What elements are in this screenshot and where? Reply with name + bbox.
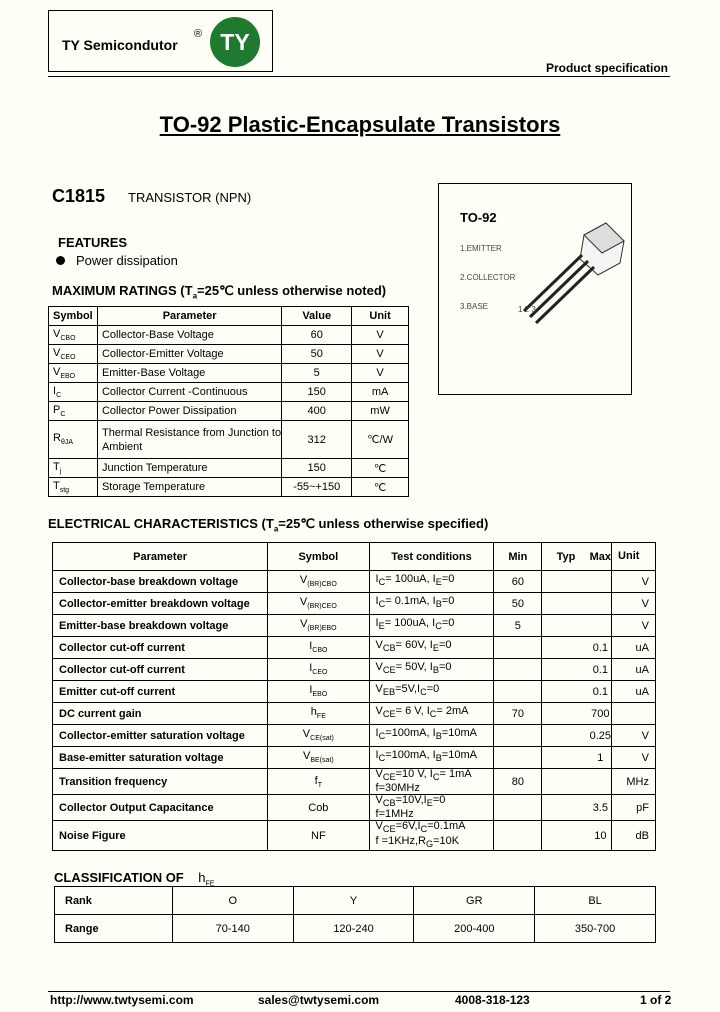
typ-cell <box>542 615 590 637</box>
table-row <box>49 421 409 459</box>
unit-cell: uA <box>612 659 656 681</box>
symbol-cell: $V_{(BR)EBO}$ <box>268 615 369 637</box>
symbol-cell: $V_{CE(sat)}$ <box>268 725 369 747</box>
unit-cell: V <box>352 345 409 364</box>
column-header: Unit <box>352 307 409 326</box>
min-cell <box>494 747 542 769</box>
min-cell <box>494 681 542 703</box>
unit-cell: V <box>612 747 656 769</box>
column-header: Symbol <box>268 543 369 571</box>
header-divider <box>48 76 670 77</box>
table-row <box>53 593 656 615</box>
table-row <box>53 615 656 637</box>
value-cell: 150 <box>282 383 352 402</box>
min-cell <box>494 637 542 659</box>
min-cell: 70 <box>494 703 542 725</box>
min-cell <box>494 821 542 850</box>
column-header: Max <box>590 543 612 571</box>
condition-cell: $V_{CE}= 50V$, $I_B=0$ <box>369 659 494 681</box>
parameter-cell: Collector cut-off current <box>53 637 268 659</box>
table-row <box>53 637 656 659</box>
range-cell: 70-140 <box>172 915 293 943</box>
condition-cell: $V_{CE}=10$ V, $I_C= 1mA$ f=30MHz <box>369 769 494 795</box>
unit-cell: uA <box>612 637 656 659</box>
pin-label: 2.COLLECTOR <box>460 273 516 282</box>
unit-cell: V <box>612 593 656 615</box>
table-header-row <box>53 543 656 571</box>
table-row <box>53 769 656 795</box>
unit-cell: MHz <box>612 769 656 795</box>
symbol-cell: $R_{\theta JA}$ <box>49 421 98 459</box>
max-ratings-table <box>48 306 409 497</box>
unit-cell <box>612 703 656 725</box>
package-name: TO-92 <box>460 210 497 225</box>
features-heading: FEATURES <box>58 235 128 250</box>
table-row <box>53 747 656 769</box>
symbol-cell: $V_{CBO}$ <box>49 326 98 345</box>
typ-cell <box>542 659 590 681</box>
parameter-cell: Junction Temperature <box>97 459 281 478</box>
table-row <box>53 571 656 593</box>
rank-row <box>55 887 656 915</box>
max-cell: 3.5 <box>590 795 612 821</box>
column-header: Parameter <box>97 307 281 326</box>
parameter-cell: Transition frequency <box>53 769 268 795</box>
classification-heading: CLASSIFICATION OF $h_{FE}$ <box>54 870 215 888</box>
table-row <box>53 725 656 747</box>
column-header: Min <box>494 543 542 571</box>
parameter-cell: Collector Output Capacitance <box>53 795 268 821</box>
value-cell: 400 <box>282 402 352 421</box>
rank-cell: O <box>172 887 293 915</box>
condition-cell: $V_{CE}=6V,I_C=0.1mA$ $f =1KHz,R_G=10K$ <box>369 821 494 850</box>
pin-label: 3.BASE <box>460 302 489 311</box>
min-cell <box>494 659 542 681</box>
parameter-cell: Collector-emitter breakdown voltage <box>53 593 268 615</box>
symbol-cell: $V_{EBO}$ <box>49 364 98 383</box>
typ-cell <box>542 637 590 659</box>
typ-cell <box>542 571 590 593</box>
max-ratings-heading: MAXIMUM RATINGS ($T_a=25℃$ unless otherwise noted) <box>52 283 387 301</box>
max-cell: 0.25 <box>590 725 612 747</box>
bullet-icon <box>56 256 65 265</box>
unit-cell: ℃ <box>352 478 409 497</box>
max-cell <box>590 593 612 615</box>
min-cell <box>494 795 542 821</box>
page-title: TO-92 Plastic-Encapsulate Transistors <box>159 112 561 137</box>
max-cell <box>590 769 612 795</box>
range-cell: 200-400 <box>414 915 535 943</box>
parameter-cell: Collector Power Dissipation <box>97 402 281 421</box>
condition-cell: $V_{CB}=10V,I_E=0$ f=1MHz <box>369 795 494 821</box>
condition-cell: $V_{EB}=5V,I_C=0$ <box>369 681 494 703</box>
column-header: Value <box>282 307 352 326</box>
parameter-cell: Emitter-Base Voltage <box>97 364 281 383</box>
parameter-cell: Collector-base breakdown voltage <box>53 571 268 593</box>
footer-divider <box>48 991 670 992</box>
parameter-cell: Storage Temperature <box>97 478 281 497</box>
rank-cell: Y <box>293 887 414 915</box>
table-row <box>49 383 409 402</box>
electrical-heading: ELECTRICAL CHARACTERISTICS ($T_a=25℃$ unless otherwise specified) <box>48 516 489 534</box>
max-cell: 10 <box>590 821 612 850</box>
product-specification-label: Product specification <box>545 61 668 75</box>
max-cell: 700 <box>590 703 612 725</box>
max-cell <box>590 571 612 593</box>
range-cell: 120-240 <box>293 915 414 943</box>
table-row <box>53 795 656 821</box>
parameter-cell: Thermal Resistance from Junction to Ambient <box>97 421 281 459</box>
table-row <box>49 459 409 478</box>
symbol-cell: $h_{FE}$ <box>268 703 369 725</box>
min-cell: 80 <box>494 769 542 795</box>
condition-cell: $I_C= 0.1mA$, $I_B=0$ <box>369 593 494 615</box>
column-header: Parameter <box>53 543 268 571</box>
unit-cell: dB <box>612 821 656 850</box>
column-header: Symbol <box>49 307 98 326</box>
range-cell: 350-700 <box>535 915 656 943</box>
symbol-cell: NF <box>268 821 369 850</box>
table-row <box>49 326 409 345</box>
rank-cell: GR <box>414 887 535 915</box>
symbol-cell: $I_{CBO}$ <box>268 637 369 659</box>
table-row <box>49 478 409 497</box>
unit-cell: ℃ <box>352 459 409 478</box>
unit-cell: mA <box>352 383 409 402</box>
value-cell: 60 <box>282 326 352 345</box>
typ-cell <box>542 795 590 821</box>
typ-cell <box>542 747 590 769</box>
pin-label: 1.EMITTER <box>460 244 502 253</box>
part-number: C1815 <box>52 186 106 206</box>
symbol-cell: $P_C$ <box>49 402 98 421</box>
symbol-cell: $V_{CEO}$ <box>49 345 98 364</box>
symbol-cell: $I_{EBO}$ <box>268 681 369 703</box>
registered-mark: ® <box>194 28 203 40</box>
symbol-cell: Cob <box>268 795 369 821</box>
max-cell: 0.1 <box>590 659 612 681</box>
rank-label: Rank <box>55 887 173 915</box>
typ-cell <box>542 725 590 747</box>
max-cell: 0.1 <box>590 637 612 659</box>
symbol-cell: $T_{stg}$ <box>49 478 98 497</box>
unit-cell: uA <box>612 681 656 703</box>
table-row <box>49 402 409 421</box>
typ-cell <box>542 593 590 615</box>
table-header-row <box>49 307 409 326</box>
value-cell: 312 <box>282 421 352 459</box>
condition-cell: $V_{CE}= 6$ V, $I_C= 2mA$ <box>369 703 494 725</box>
parameter-cell: Emitter-base breakdown voltage <box>53 615 268 637</box>
condition-cell: $I_C=100mA$, $I_B=10mA$ <box>369 747 494 769</box>
brand-name: TY Semicondutor <box>62 37 178 53</box>
column-header: Typ <box>542 543 590 571</box>
table-row <box>53 681 656 703</box>
footer-url[interactable]: http://www.twtysemi.com <box>50 993 194 1007</box>
table-row <box>49 364 409 383</box>
brand-logo: TY <box>210 17 260 67</box>
table-row <box>53 659 656 681</box>
symbol-cell: $f_T$ <box>268 769 369 795</box>
parameter-cell: Emitter cut-off current <box>53 681 268 703</box>
min-cell: 5 <box>494 615 542 637</box>
typ-cell <box>542 681 590 703</box>
rank-cell: BL <box>535 887 656 915</box>
footer-email[interactable]: sales@twtysemi.com <box>258 993 380 1007</box>
typ-cell <box>542 703 590 725</box>
parameter-cell: Collector-Base Voltage <box>97 326 281 345</box>
symbol-cell: $I_C$ <box>49 383 98 402</box>
typ-cell <box>542 769 590 795</box>
parameter-cell: Collector-Emitter Voltage <box>97 345 281 364</box>
symbol-cell: $V_{(BR)CBO}$ <box>268 571 369 593</box>
table-row <box>49 345 409 364</box>
max-cell: 0.1 <box>590 681 612 703</box>
parameter-cell: Noise Figure <box>53 821 268 850</box>
value-cell: -55~+150 <box>282 478 352 497</box>
value-cell: 150 <box>282 459 352 478</box>
symbol-cell: $I_{CEO}$ <box>268 659 369 681</box>
electrical-table <box>52 542 656 851</box>
footer-phone: 4008-318-123 <box>455 993 530 1007</box>
table-row <box>53 703 656 725</box>
symbol-cell: $V_{BE(sat)}$ <box>268 747 369 769</box>
parameter-cell: Base-emitter saturation voltage <box>53 747 268 769</box>
symbol-cell: $T_j$ <box>49 459 98 478</box>
range-row <box>55 915 656 943</box>
feature-item: Power dissipation <box>76 253 178 268</box>
condition-cell: $I_C=100mA$, $I_B=10mA$ <box>369 725 494 747</box>
table-row <box>53 821 656 850</box>
parameter-cell: Collector-emitter saturation voltage <box>53 725 268 747</box>
page-number: 1 of 2 <box>640 993 672 1007</box>
column-header: Test conditions <box>369 543 494 571</box>
unit-cell: V <box>612 725 656 747</box>
unit-cell: V <box>352 364 409 383</box>
condition-cell: $V_{CB}= 60V$, $I_E=0$ <box>369 637 494 659</box>
min-cell: 60 <box>494 571 542 593</box>
column-header: Unit <box>612 543 656 571</box>
unit-cell: V <box>612 615 656 637</box>
pin-numbers: 1 2 3 <box>518 305 536 314</box>
unit-cell: V <box>612 571 656 593</box>
value-cell: 50 <box>282 345 352 364</box>
min-cell <box>494 725 542 747</box>
condition-cell: $I_C= 100uA$, $I_E=0$ <box>369 571 494 593</box>
symbol-cell: $V_{(BR)CEO}$ <box>268 593 369 615</box>
value-cell: 5 <box>282 364 352 383</box>
unit-cell: mW <box>352 402 409 421</box>
unit-cell: V <box>352 326 409 345</box>
parameter-cell: DC current gain <box>53 703 268 725</box>
parameter-cell: Collector Current -Continuous <box>97 383 281 402</box>
part-description: TRANSISTOR (NPN) <box>128 190 252 205</box>
condition-cell: $I_E= 100uA$, $I_C=0$ <box>369 615 494 637</box>
parameter-cell: Collector cut-off current <box>53 659 268 681</box>
range-label: Range <box>55 915 173 943</box>
min-cell: 50 <box>494 593 542 615</box>
unit-cell: pF <box>612 795 656 821</box>
unit-cell: ℃/W <box>352 421 409 459</box>
classification-table <box>54 886 656 943</box>
max-cell <box>590 615 612 637</box>
typ-cell <box>542 821 590 850</box>
max-cell: 1 <box>590 747 612 769</box>
